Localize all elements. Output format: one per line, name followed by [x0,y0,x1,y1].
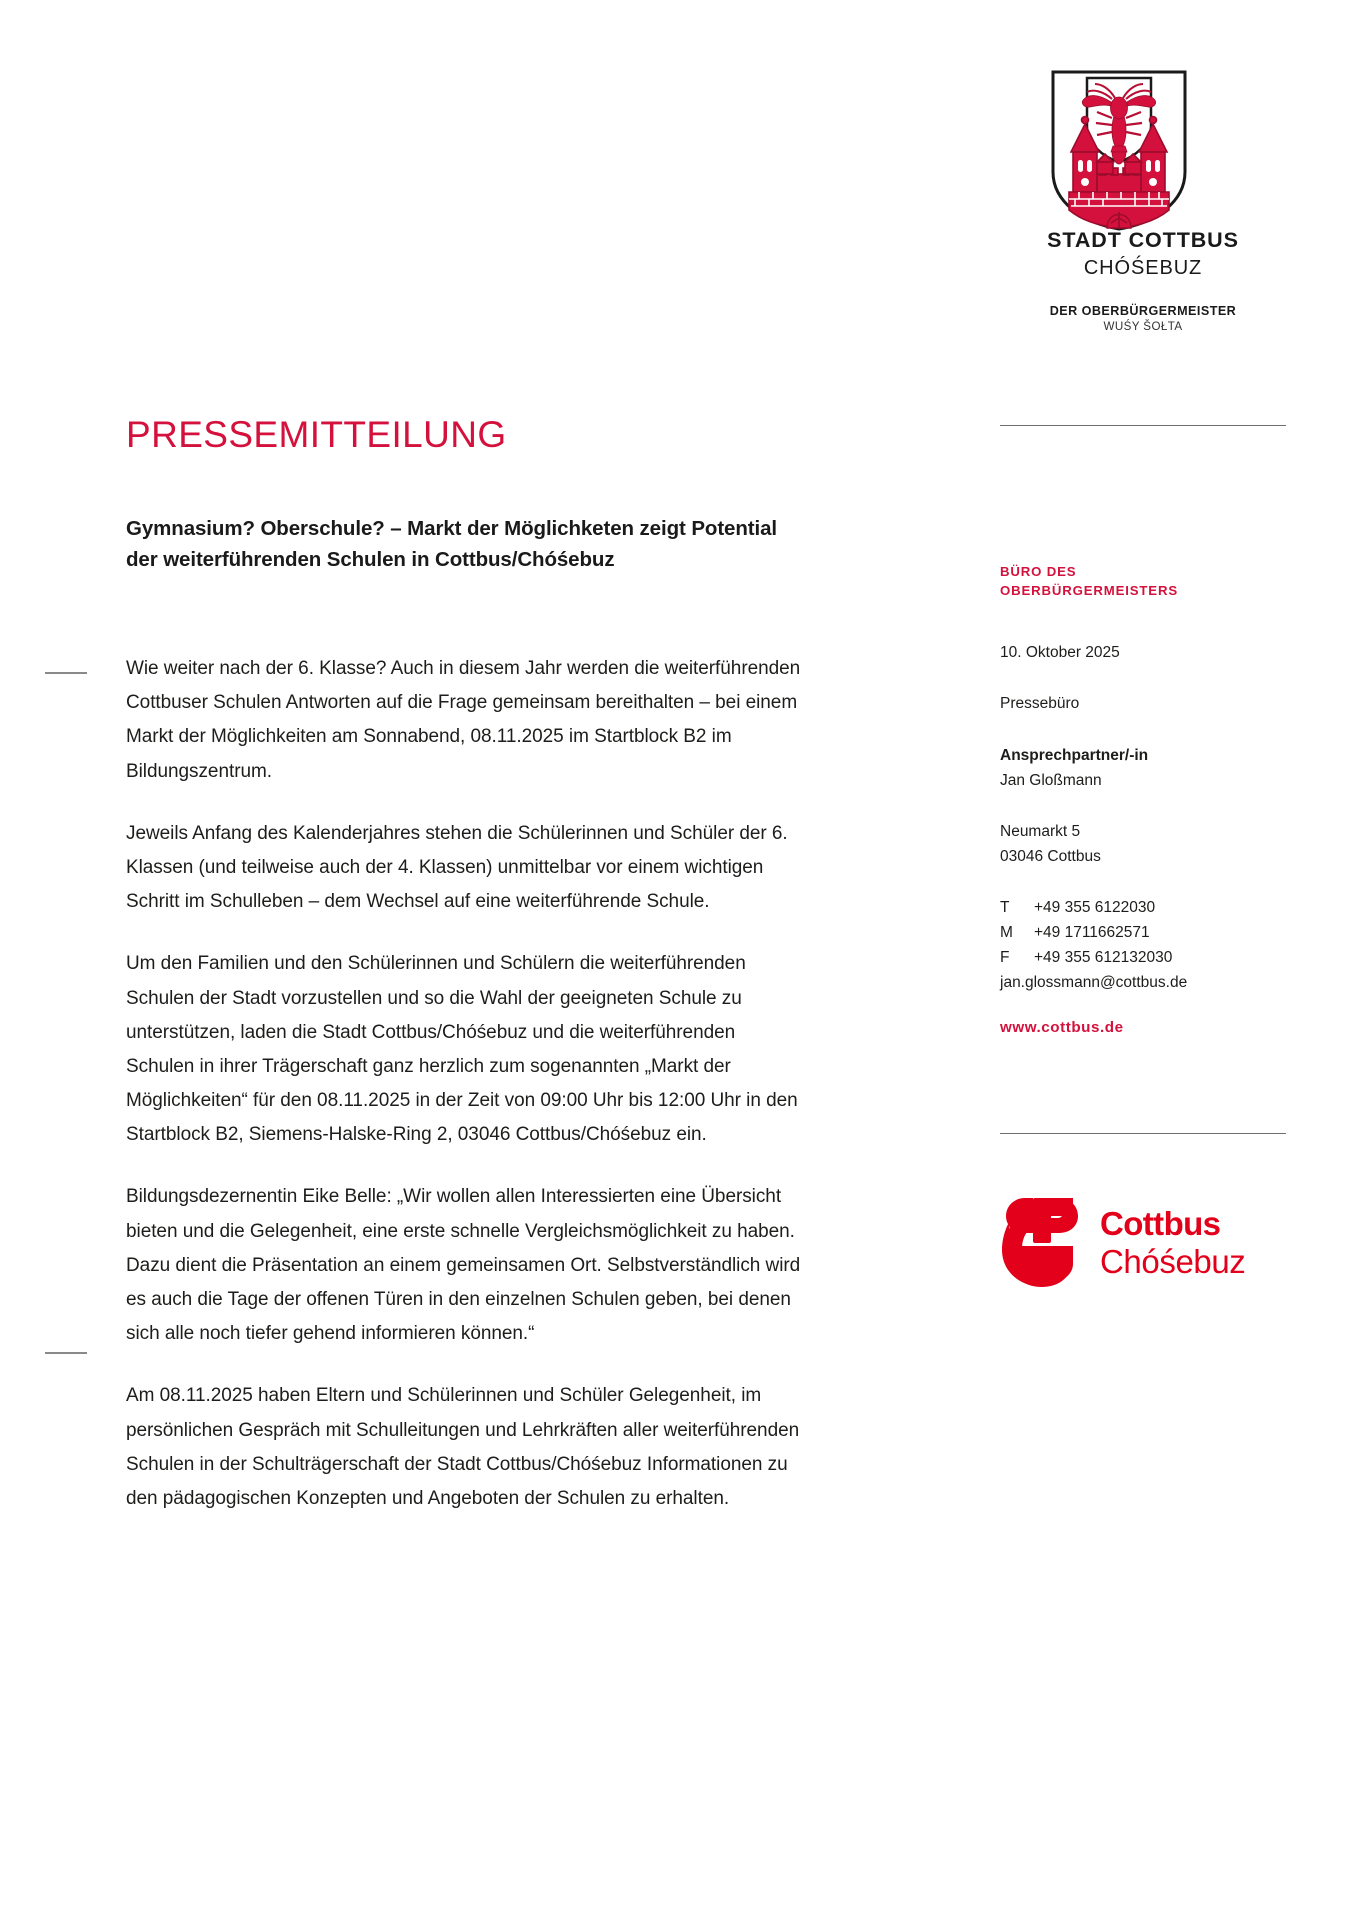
department-name [1000,562,1300,600]
fax-row [1000,945,1300,970]
contact-name: Jan Gloßmann [1000,771,1102,789]
logo-wordmark [1100,1204,1246,1280]
logo-name-sorbian: Chóśebuz [1100,1242,1246,1280]
address-street: Neumarkt 5 [1000,822,1081,840]
office-title-sorbian: WUŚY ŠOŁTA [1103,319,1183,333]
paragraph: Am 08.11.2025 haben Eltern und Schülerinnen und Schüler Gelegenheit, im persönlichen Gespräch mit Schulleitungen und Lehrkräften aller weiterführenden Schulen in der Schulträgerschaft der Stadt Cottbus/Chóśebuz Informationen zu den pädagogischen Konzepten und Angeboten der Schulen zu erhalten. [126,1385,800,1509]
paragraph: Bildungsdezernentin Eike Belle: „Wir wollen allen Interessierten eine Übersicht bieten und die Gelegenheit, eine erste schnelle Vergleichsmöglichkeit zu haben. Dazu dient die Präsentation an einem gemeinsamen Ort. Selbstverständlich wird es auch die Tage der offenen Türen in den einzelnen Schulen geben, bei denen sich alle noch tiefer gehend informieren können.“ [126,1186,801,1345]
department-line-1: BÜRO DES [1000,564,1077,579]
city-name-sorbian: CHÓŚEBUZ [1083,256,1203,279]
sidebar-divider [1000,1133,1286,1134]
address-city: 03046 Cottbus [1000,847,1101,865]
paragraph: Wie weiter nach der 6. Klasse? Auch in diesem Jahr werden die weiterführenden Cottbuser Schulen Antworten auf die Frage gemeinsam bereithalten – bei einem Markt der Möglichkeiten am Sonnabend, 08.11.2025 im Startblock B2 im Bildungszentrum. [126,658,801,782]
website-link[interactable]: www.cottbus.de [1000,1019,1124,1037]
city-name-de: STADT COTTBUS [1047,228,1239,252]
issuing-unit: Pressebüro [1000,695,1080,713]
cottbus-brand-logo [1000,1182,1300,1302]
release-date: 10. Oktober 2025 [1000,644,1120,662]
phone-value: +49 355 6122030 [1034,898,1156,916]
office-title-de: DER OBERBÜRGERMEISTER [1049,303,1237,318]
phone-label: T [1000,898,1010,916]
page-title: PRESSEMITTEILUNG [126,414,507,455]
fax-value: +49 355 612132030 [1034,949,1173,967]
fold-mark-bottom [45,1352,87,1354]
article-body [126,652,806,1516]
logo-name-de: Cottbus [1100,1204,1221,1242]
header-divider [1000,425,1286,426]
fold-mark-top [45,672,87,674]
department-line-2: OBERBÜRGERMEISTERS [1000,583,1178,599]
mobile-value: +49 1711662571 [1034,924,1150,942]
mobile-label: M [1000,924,1013,942]
fax-label: F [1000,949,1010,967]
phone-row [1000,895,1300,920]
paragraph: Jeweils Anfang des Kalenderjahres stehen die Schülerinnen und Schüler der 6. Klassen (und teilweise auch der 4. Klassen) unmittelbar vor einem wichtigen Schritt im Schulleben – dem Wechsel auf eine weiterführende Schule. [126,822,788,913]
email-address[interactable]: jan.glossmann@cottbus.de [1000,974,1188,992]
mobile-row [1000,920,1300,945]
contact-sidebar [1000,562,1300,1036]
cottbus-coat-of-arms-icon [1049,68,1189,233]
contact-label: Ansprechpartner/-in [1000,746,1149,764]
city-wordmark [998,228,1288,333]
paragraph: Um den Familien und den Schülerinnen und Schülern die weiterführenden Schulen der Stadt vorzustellen und so die Wahl der geeigneten Schule zu unterstützen, laden die Stadt Cottbus/Chóśebuz und die weiterführenden Schulen in ihrer Trägerschaft ganz herzlich zum sogenannten „Markt der Möglichkeiten“ für den 08.11.2025 in der Zeit von 09:00 Uhr bis 12:00 Uhr in den Startblock B2, Siemens-Halske-Ring 2, 03046 Cottbus/Chóśebuz ein. [126,953,798,1146]
cottbus-logo-icon [1000,1196,1078,1288]
article-headline: Gymnasium? Oberschule? – Markt der Möglichketen zeigt Potential der weiterführenden Schulen in Cottbus/Chóśebuz [126,517,777,572]
